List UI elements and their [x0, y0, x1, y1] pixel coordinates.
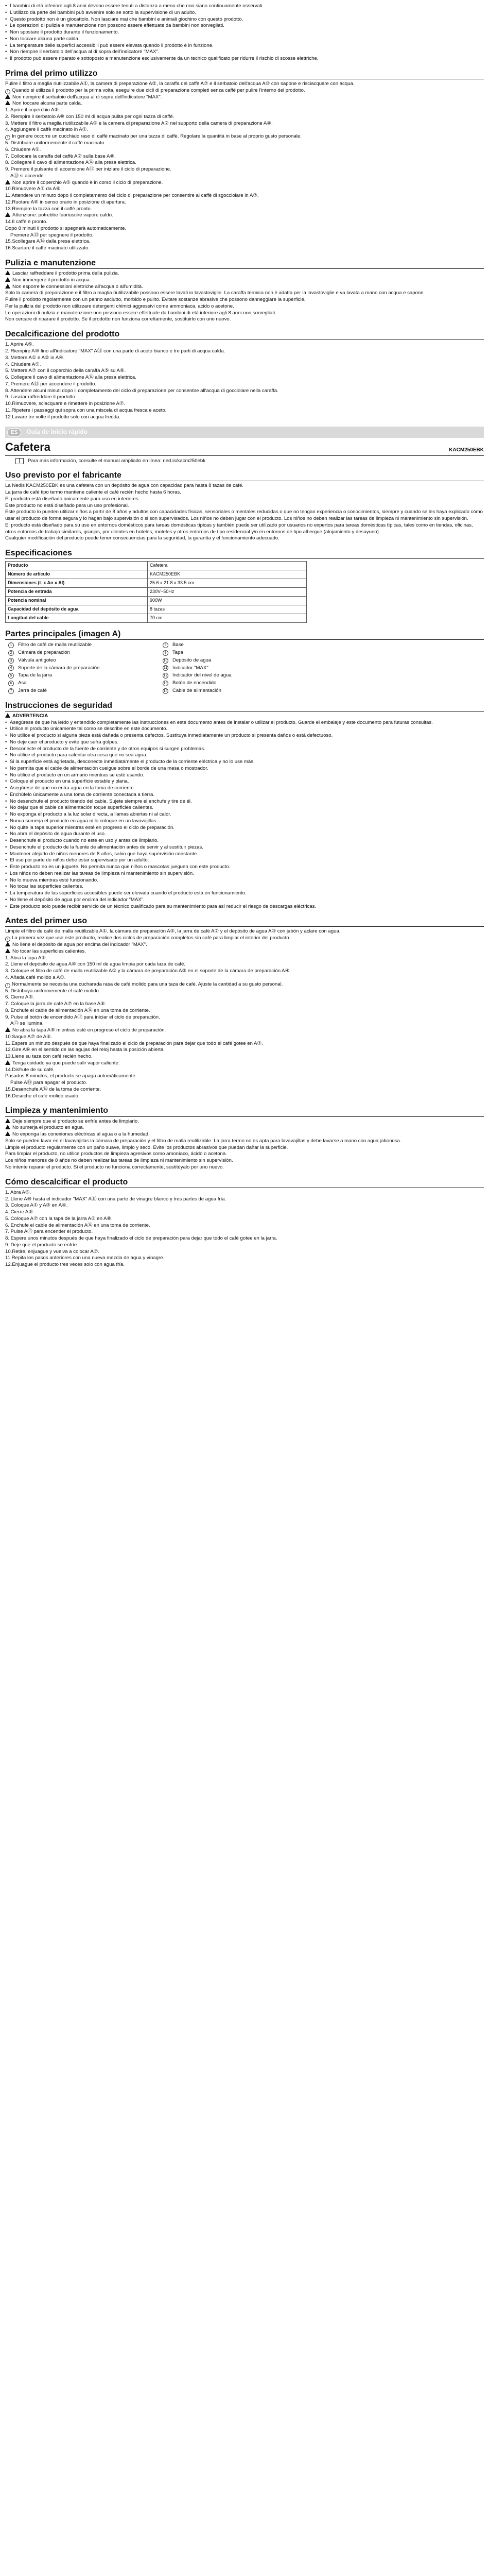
step: 8. Espere unos minutos después de que haya finalizado el ciclo de preparación para dejar que todo el café gotee en la jarra.	[5, 1235, 277, 1242]
step: A⑬ si accende.	[10, 173, 45, 179]
step: 4. Aggiungere il caffè macinato in A①.	[5, 127, 88, 133]
part-number: 2	[8, 650, 14, 656]
spec-key: Longitud del cable	[6, 614, 148, 623]
bullet: • L'utilizzo da parte dei bambini può avvenire solo se sotto la supervisione di un adulto.	[5, 10, 484, 16]
step: A⑬ se ilumina.	[10, 1021, 44, 1027]
bullet: • No dejar que el cable de alimentación toque superficies calientes.	[5, 805, 484, 811]
warning-icon	[5, 713, 10, 718]
warning-icon	[5, 284, 10, 289]
part-label: Filtro de café de malla reutilizable	[18, 642, 92, 648]
part-label: Válvula antigoteo	[18, 657, 56, 663]
spec-value: 230V~50Hz	[148, 588, 307, 597]
spec-key: Dimensiones (L x An x Al)	[6, 579, 148, 588]
step: 14.Disfrute de su café.	[5, 1066, 55, 1073]
paragraph: La Nedis KACM250EBK es una cafetera con un depósito de agua con capacidad para hasta 8 tazas de café.	[5, 483, 243, 489]
es-first-use-steps	[5, 955, 484, 1100]
step: 9. Premere il pulsante di accensione A⑬ per iniziare il ciclo di preparazione.	[5, 166, 171, 173]
warning: Non immergere il prodotto in acqua.	[5, 277, 484, 284]
step: 12.Lavare tre volte il prodotto solo con acqua fredda.	[5, 414, 120, 420]
spec-value: 25.6 x 21.8 x 33.5 cm	[148, 579, 307, 588]
es-use-title: Uso previsto por el fabricante	[5, 470, 484, 481]
step: 15.Desenchufe A⑭ de la toma de corriente.	[5, 1086, 101, 1092]
bullet: • Non toccare alcuna parte calda.	[5, 36, 484, 43]
bullet: • No desenchufe el producto tirando del cable. Sujete siempre el enchufe y tire de él.	[5, 799, 484, 805]
es-descale-steps	[5, 1190, 484, 1268]
part-label: Tapa de la jarra	[18, 672, 53, 679]
bullet: • No quite la tapa superior mientras esté en progreso el ciclo de preparación.	[5, 825, 484, 832]
paragraph: El producto está diseñado para su uso en entornos domésticos para tareas domésticas típicas y también puede ser utilizado por usuarios no expertos para tareas domésticas típicas, tales como en tiendas, oficinas, otros entornos de trabajo similares, granjas, por clientes en hoteles, moteles y otros entornos de tipo residencial y/o en entornos de tipo albergue (alojamiento y desayuno).	[5, 522, 473, 535]
warning-label: ADVERTENCIA	[5, 713, 484, 720]
part-number: 10	[163, 658, 168, 663]
step: 5. Coloque A⑦ con la tapa de la jarra A⑤ en A⑧.	[5, 1215, 113, 1222]
part-number: 5	[8, 673, 14, 679]
step: 7. Premere A⑬ per accendere il prodotto.	[5, 381, 97, 387]
step: Pasados 8 minutos, el producto se apaga automáticamente.	[5, 1073, 137, 1079]
step: 10.Saque A⑦ de A⑧.	[5, 1033, 53, 1040]
part-label: Cámara de preparación	[18, 650, 70, 656]
step: 12.Ruotare A⑥ in senso orario in posizione di apertura.	[5, 199, 126, 205]
part-number: 14	[163, 689, 168, 693]
it-descale-title: Decalcificazione del prodotto	[5, 329, 484, 340]
part-item	[160, 650, 314, 656]
step: 4. Añada café molido a A①.	[5, 974, 66, 980]
bullet: • No deje caer el producto y evite que sufra golpes.	[5, 739, 484, 746]
warning-icon	[5, 100, 10, 105]
paragraph: Este producto lo pueden utilizar niños a partir de 8 años y adultos con capacidades físicas, sensoriales o mentales reducidas o que no tengan experiencia o conocimientos, siempre y cuando se les haya explicado cómo usar el producto de forma segura y lo hagan bajo supervisión o si son supervisados. Los niños no deben jugar con el producto. Los niños no deben realizar las tareas de limpieza ni mantenimiento sin supervisión.	[5, 509, 483, 522]
step-warning: Attenzione: potrebbe fuoriuscire vapore caldo.	[5, 212, 484, 219]
warning-icon	[5, 942, 10, 946]
bullet: • Este producto solo puede recibir servicio de un técnico cualificado para su mantenimiento para así reducir el riesgo de descargas eléctricas.	[5, 904, 484, 910]
paragraph: Los niños menores de 8 años no deben realizar las tareas de limpieza ni mantenimiento sin supervisión.	[5, 1158, 233, 1164]
step: 8. Collegare il cavo di alimentazione A⑭ alla presa elettrica.	[5, 160, 136, 166]
paragraph: Cualquier modificación del producto puede tener consecuencias para la seguridad, la garantía y el funcionamiento adecuado.	[5, 535, 280, 541]
warning: No sumerja el producto en agua.	[5, 1125, 484, 1131]
part-label: Jarra de café	[18, 687, 47, 693]
bullet: • No llene el depósito de agua por encima del indicador "MAX".	[5, 897, 484, 904]
part-label: Indicador del nivel de agua	[172, 672, 232, 679]
part-number: 1	[8, 642, 14, 648]
step: Premere A⑬ per spegnere il prodotto.	[10, 232, 94, 238]
table-row	[6, 579, 307, 588]
paragraph: Para limpiar el producto, no utilice productos de limpieza agresivos como amoníaco, ácido o acetona.	[5, 1151, 227, 1157]
paragraph: Pulire il filtro a maglia riutilizzabile A①, la camera di preparazione A②, la caraffa del caffè A⑦ e il serbatoio dell'acqua A⑩ con sapone e risciacquare con acqua.	[5, 80, 355, 87]
es-safety-bullets	[5, 720, 484, 910]
language-banner	[5, 427, 484, 438]
step: 10.Retire, enjuague y vuelva a colocar A⑦.	[5, 1248, 99, 1255]
part-number: 3	[8, 658, 14, 664]
paragraph: Solo la camera di preparazione e il filtro a maglia riutilizzabile possono essere lavati in lavastoviglie. La caraffa termica non è adatta per la lavastoviglie e va lavata a mano con acqua e sapone.	[5, 290, 425, 296]
step: 6. Chiudere A⑤.	[5, 146, 41, 152]
part-label: Soporte de la cámara de preparación	[18, 665, 100, 671]
es-first-use-title: Antes del primer uso	[5, 916, 484, 927]
step: 4. Cierre A⑤.	[5, 1209, 34, 1215]
banner-title: Guía de inicio rápido	[26, 428, 88, 436]
part-number: 13	[163, 681, 168, 685]
paragraph: Este producto no está diseñado para un uso profesional.	[5, 502, 129, 509]
es-spec-title: Especificaciones	[5, 548, 484, 559]
part-number: 12	[163, 674, 168, 678]
warning-icon	[5, 180, 10, 184]
paragraph: No intente reparar el producto. Si el producto no funciona correctamente, sustitúyalo por uno nuevo.	[5, 1164, 224, 1170]
step: 12.Gire A⑥ en el sentido de las agujas del reloj hasta la posición abierta.	[5, 1047, 165, 1053]
part-label: Indicador "MAX"	[172, 665, 208, 671]
spec-table	[5, 561, 307, 623]
step-warning: Non aprire il coperchio A⑤ quando è in corso il ciclo di preparazione.	[5, 180, 484, 187]
bullet: • Non spostare il prodotto durante il funzionamento.	[5, 29, 484, 36]
note: No llene el depósito de agua por encima del indicador "MAX".	[5, 942, 484, 948]
bullet: • No exponga el producto a la luz solar directa, a llamas abiertas ni al calor.	[5, 811, 484, 818]
step-warning: No abra la tapa A⑤ mientras esté en progreso el ciclo de preparación.	[5, 1027, 484, 1034]
bullet: • No utilice el producto en un armario mientras se esté usando.	[5, 772, 484, 779]
bullet: • Mantener alejado de niños menores de 8 años, salvo que haya supervisión constante.	[5, 851, 484, 858]
part-number: 7	[8, 688, 14, 694]
bullet: • No permita que el cable de alimentación cuelgue sobre el borde de una mesa o mostrador.	[5, 766, 484, 772]
bullet: • No abra el depósito de agua durante el uso.	[5, 831, 484, 838]
step: 3. Coloque el filtro de café de malla reutilizable A① y la cámara de preparación A② en el soporte de la cámara de preparación A④.	[5, 968, 291, 974]
part-item	[5, 672, 160, 679]
step: 2. Riempire il serbatoio A⑩ con 150 ml di acqua pulita per ogni tazza di caffè.	[5, 113, 174, 120]
step: 1. Aprire A⑤.	[5, 342, 34, 348]
step: 11.Repita los pasos anteriores con una nueva mezcla de agua y vinagre.	[5, 1255, 165, 1261]
bullet: • Asegúrese de que no entra agua en la toma de corriente.	[5, 785, 484, 792]
bullet: • Nunca sumerja el producto en agua ni lo coloque en un lavavajillas.	[5, 818, 484, 825]
step: 14.Il caffè è pronto.	[5, 219, 47, 225]
bullet: • Il prodotto può essere riparato e sottoposto a manutenzione esclusivamente da un tecnico qualificato per ridurre il rischio di scosse elettriche.	[5, 56, 484, 62]
table-row	[6, 605, 307, 614]
part-item	[160, 672, 314, 679]
step: 12.Enjuague el producto tres veces solo con agua fría.	[5, 1262, 125, 1268]
warning: No exponga las conexiones eléctricas al agua o a la humedad.	[5, 1131, 484, 1138]
spec-value: KACM250EBK	[148, 570, 307, 579]
divider	[5, 455, 484, 456]
paragraph: Pulire il prodotto regolarmente con un panno asciutto, morbido e pulito. Evitare sostanze abrasive che possono danneggiare la superficie.	[5, 297, 306, 303]
es-safety-title: Instrucciones de seguridad	[5, 701, 484, 711]
bullet: • Los niños no deben realizar las tareas de limpieza ni mantenimiento sin supervisión.	[5, 871, 484, 877]
step: Dopo 8 minuti il prodotto si spegnerà automaticamente.	[5, 225, 127, 231]
paragraph: Per la pulizia del prodotto non utilizzare detergenti chimici aggressivi come ammoniaca, acido o acetone.	[5, 303, 234, 309]
info-icon: i	[5, 937, 10, 942]
product-code: KACM250EBK	[449, 447, 484, 453]
spec-key: Capacidad del depósito de agua	[6, 605, 148, 614]
step: 1. Abra la tapa A⑤.	[5, 955, 47, 961]
warning: Lasciar raffreddare il prodotto prima della pulizia.	[5, 270, 484, 277]
part-item	[5, 642, 160, 649]
bullet: • Desconecte el producto de la fuente de corriente y de otros equipos si surgen problemas.	[5, 746, 484, 753]
warning-icon	[5, 948, 10, 953]
part-item	[5, 688, 160, 694]
bullet: • Le operazioni di pulizia e manutenzione non possono essere effettuate da bambini non sorvegliati.	[5, 23, 484, 29]
step: 7. Coloque la jarra de café A⑦ en la base A⑧.	[5, 1001, 107, 1007]
it-first-use-steps	[5, 107, 484, 252]
part-item	[160, 642, 314, 649]
part-label: Depósito de agua	[172, 657, 212, 663]
step: 2. Llene el depósito de agua A⑩ con 150 ml de agua limpia por cada taza de café.	[5, 961, 185, 968]
step: 2. Llene A⑩ hasta el indicador "MAX" A⑪ con una parte de vinagre blanco y tres partes de agua fría.	[5, 1196, 226, 1202]
part-label: Base	[172, 642, 184, 648]
part-label: Tapa	[172, 650, 183, 656]
note: No tocar las superficies calientes.	[5, 948, 484, 955]
spec-value: Cafetera	[148, 562, 307, 570]
spec-value: 900W	[148, 597, 307, 605]
it-descale-steps	[5, 342, 484, 420]
table-row	[6, 562, 307, 570]
language-badge: ES	[7, 428, 21, 437]
note: i La primera vez que use este producto, realice dos ciclos de preparación completos sin café para limpiar el interior del producto.	[5, 935, 484, 942]
info-icon: i	[5, 983, 10, 988]
step-note: i Normalmente se necesita una cucharada rasa de café molido para una taza de café. Ajuste la cantidad a su gusto personal.	[5, 981, 484, 988]
warning-icon	[5, 1060, 10, 1065]
step: 3. Mettere il filtro a maglia riutilizzabile A① e la camera di preparazione A② nel supporto della camera di preparazione A④.	[5, 120, 273, 126]
spec-key: Potencia de entrada	[6, 588, 148, 597]
it-safety-bullets	[5, 3, 484, 62]
step: 5. Distribuire uniformemente il caffè macinato.	[5, 140, 106, 146]
warning-icon	[5, 94, 10, 99]
note: i Quando si utilizza il prodotto per la prima volta, eseguire due cicli di preparazione completi senza caffè per pulire l'interno del prodotto.	[5, 88, 484, 94]
product-name: Cafetera	[5, 440, 51, 454]
step-note: i In genere occorre un cucchiaio raso di caffè macinato per una tazza di caffè. Regolare la quantità in base al proprio gusto personale.	[5, 133, 484, 140]
bullet: • El uso por parte de niños debe estar supervisado por un adulto.	[5, 857, 484, 864]
step: 9. Deje que el producto se enfríe.	[5, 1242, 78, 1248]
step: 10.Rimuovere A⑦ da A⑧.	[5, 186, 62, 192]
note: Non riempire il serbatoio dell'acqua al di sopra dell'indicatore "MAX".	[5, 94, 484, 101]
more-info-text: Para más información, consulte el manual ampliado en línea: ned.is/kacm250ebk	[28, 457, 206, 464]
table-row	[6, 614, 307, 623]
step: 9. Lasciar raffreddare il prodotto.	[5, 394, 77, 400]
part-item	[160, 688, 314, 694]
bullet: • No lo mueva mientras esté funcionando.	[5, 877, 484, 884]
bullet: • Si la superficie está agrietada, desconecte inmediatamente el producto de la corriente eléctrica y no lo use más.	[5, 759, 484, 766]
part-item	[5, 657, 160, 664]
part-item	[5, 665, 160, 672]
step: 15.Scollegare A⑭ dalla presa elettrica.	[5, 239, 91, 245]
paragraph: Limpie el producto regularmente con un paño suave, limpio y seco. Evite los productos abrasivos que puedan dañar la superficie.	[5, 1144, 288, 1150]
warning: Non esporre le connessioni elettriche all'acqua o all'umidità.	[5, 284, 484, 291]
bullet: • Questo prodotto non è un giocattolo. Non lasciare mai che bambini e animali giochino con questo prodotto.	[5, 16, 484, 23]
paragraph: Le operazioni di pulizia e manutenzione non possono essere effettuate da bambini di età inferiore agli 8 anni non sorvegliati.	[5, 310, 276, 316]
step: 6. Cierre A⑤.	[5, 994, 34, 1001]
step: 7. Pulse A⑬ para encender el producto.	[5, 1229, 93, 1235]
step: 16.Scartare il caffè macinato utilizzato.	[5, 245, 90, 251]
warning-icon	[5, 1125, 10, 1129]
it-clean-title: Pulizia e manutenzione	[5, 258, 484, 269]
spec-value: 70 cm	[148, 614, 307, 623]
manual-book-icon	[15, 458, 24, 464]
it-first-use-title: Prima del primo utilizzo	[5, 69, 484, 79]
part-item	[160, 657, 314, 664]
step: 6. Collegare il cavo di alimentazione A⑭ alla presa elettrica.	[5, 375, 136, 381]
step: 1. Aprire il coperchio A⑤.	[5, 107, 60, 113]
info-icon: i	[5, 135, 10, 140]
paragraph: Non cercare di riparare il prodotto. Se il prodotto non funziona correttamente, sostituirlo con uno nuovo.	[5, 316, 231, 323]
warning-icon	[5, 277, 10, 282]
step: 1. Abra A⑤.	[5, 1189, 31, 1195]
bullet: • No utilice el producto para calentar otra cosa que no sea agua.	[5, 752, 484, 759]
paragraph: Limpie el filtro de café de malla reutilizable A①, la cámara de preparación A②, la jarra de café A⑦ y el depósito de agua A⑩ con jabón y aclare con agua.	[5, 928, 341, 935]
step: 11.Ripetere i passaggi qui sopra con una miscela di acqua fresca e aceto.	[5, 407, 167, 413]
part-item	[160, 665, 314, 672]
step: 13.Llene su taza con café recién hecho.	[5, 1054, 93, 1060]
step: 3. Mettere A① e A② in A④.	[5, 354, 65, 361]
step: 9. Pulse el botón de encendido A⑬ para iniciar el ciclo de preparación.	[5, 1014, 160, 1020]
bullet: • Coloque el producto en una superficie estable y plana.	[5, 778, 484, 785]
paragraph: El producto está diseñado únicamente para uso en interiores.	[5, 496, 140, 502]
bullet: • Desenchufe el producto de la fuente de alimentación antes de servir y al sustituir piezas.	[5, 844, 484, 851]
warning: Deje siempre que el producto se enfríe antes de limpiarlo.	[5, 1118, 484, 1125]
bullet: • I bambini di età inferiore agli 8 anni devono essere tenuti a distanza a meno che non siano continuamente osservati.	[5, 3, 484, 10]
bullet: • Asegúrese de que ha leído y entendido completamente las instrucciones en este documento antes de instalar o utilizar el producto. Guarde el embalaje y este documento para futuras consultas.	[5, 720, 484, 726]
product-header	[5, 441, 484, 453]
warning-icon	[5, 1118, 10, 1123]
warning-icon	[5, 270, 10, 275]
bullet: • Non riempire il serbatoio dell'acqua al di sopra dell'indicatore "MAX".	[5, 49, 484, 56]
bullet: • No utilice el producto si alguna pieza está dañada o presenta defectos. Sustituya inmediatamente un producto si presenta daños o está defectuoso.	[5, 733, 484, 739]
step: 8. Attendere alcuni minuti dopo il completamento del ciclo di preparazione per consentire all'acqua di gocciolare nella caraffa.	[5, 387, 278, 394]
table-row	[6, 597, 307, 605]
step: 7. Collocare la caraffa del caffè A⑦ sulla base A⑧.	[5, 153, 116, 159]
spec-key: Producto	[6, 562, 148, 570]
step: 13.Riempire la tazza con il caffè pronto.	[5, 206, 92, 212]
part-item	[5, 680, 160, 687]
warning-icon	[5, 1131, 10, 1136]
part-label: Cable de alimentación	[172, 687, 221, 693]
step: Pulse A⑬ para apagar el producto.	[10, 1080, 88, 1086]
part-number: 11	[163, 666, 168, 670]
step: 5. Distribuya uniformemente el café molido.	[5, 988, 100, 994]
part-label: Botón de encendido	[172, 680, 217, 686]
table-row	[6, 588, 307, 597]
bullet: • No tocar las superficies calientes.	[5, 884, 484, 890]
es-parts-title: Partes principales (imagen A)	[5, 629, 484, 640]
step-warning: Tenga cuidado ya que puede salir vapor caliente.	[5, 1060, 484, 1067]
more-info	[15, 458, 484, 465]
part-item	[160, 680, 314, 687]
bullet: • Utilice el producto únicamente tal como se describe en este documento.	[5, 726, 484, 733]
step: 6. Enchufe el cable de alimentación A⑭ en una toma de corriente.	[5, 1222, 150, 1228]
bullet: • Enchúfelo únicamente a una toma de corriente conectada a tierra.	[5, 792, 484, 799]
spec-value: 8 tazas	[148, 605, 307, 614]
paragraph: Solo se pueden lavar en el lavavajillas la cámara de preparación y el filtro de malla reutilizable. La jarra termo no es apta para lavavajillas y debe lavarse a mano con agua jabonosa.	[5, 1138, 401, 1144]
step: 10.Rimuovere, sciacquare e rimettere in posizione A⑦.	[5, 401, 126, 407]
part-number: 4	[8, 665, 14, 671]
spec-key: Número de artículo	[6, 570, 148, 579]
part-label: Asa	[18, 680, 27, 686]
bullet: • Este producto no es un juguete. No permita nunca que niños o mascotas jueguen con este producto.	[5, 864, 484, 871]
spec-key: Potencia nominal	[6, 597, 148, 605]
es-clean-title: Limpieza y mantenimiento	[5, 1106, 484, 1116]
step: 4. Chiudere A⑤.	[5, 361, 41, 367]
step: 2. Riempire A⑩ fino all'indicatore "MAX" A⑪ con una parte di aceto bianco e tre parti di acqua calda.	[5, 348, 225, 354]
part-number: 9	[163, 650, 168, 656]
bullet: • La temperatura delle superfici accessibili può essere elevata quando il prodotto è in funzione.	[5, 43, 484, 49]
part-number: 8	[163, 642, 168, 648]
part-number: 6	[8, 681, 14, 686]
part-item	[5, 650, 160, 656]
bullet: • La temperatura de las superficies accesibles puede ser elevada cuando el producto está en funcionamiento.	[5, 890, 484, 897]
info-icon: i	[5, 89, 10, 94]
paragraph: La jarra de café tipo termo mantiene caliente el café recién hecho hasta 6 horas.	[5, 489, 181, 496]
es-descale-title: Cómo descalcificar el producto	[5, 1177, 484, 1188]
note: Non toccare alcuna parte calda.	[5, 100, 484, 107]
step: 11.Espere un minuto después de que haya finalizado el ciclo de preparación para dejar que todo el café gotee en A⑦.	[5, 1040, 263, 1046]
bullet: • Desenchufe el producto cuando no esté en uso y antes de limpiarlo.	[5, 838, 484, 844]
warning-icon	[5, 212, 10, 217]
warning-icon	[5, 1027, 10, 1032]
step: 11.Attendere un minuto dopo il completamento del ciclo di preparazione per consentire al caffè di sgocciolare in A⑦.	[5, 193, 259, 199]
step: 16.Deseche el café molido usado.	[5, 1093, 80, 1099]
parts-list	[5, 642, 484, 694]
step: 3. Coloque A① y A② en A④.	[5, 1202, 68, 1209]
step: 8. Enchufe el cable de alimentación A⑭ en una toma de corriente.	[5, 1007, 150, 1013]
table-row	[6, 570, 307, 579]
step: 5. Mettere A⑦ con il coperchio della caraffa A⑤ su A⑧.	[5, 368, 126, 374]
